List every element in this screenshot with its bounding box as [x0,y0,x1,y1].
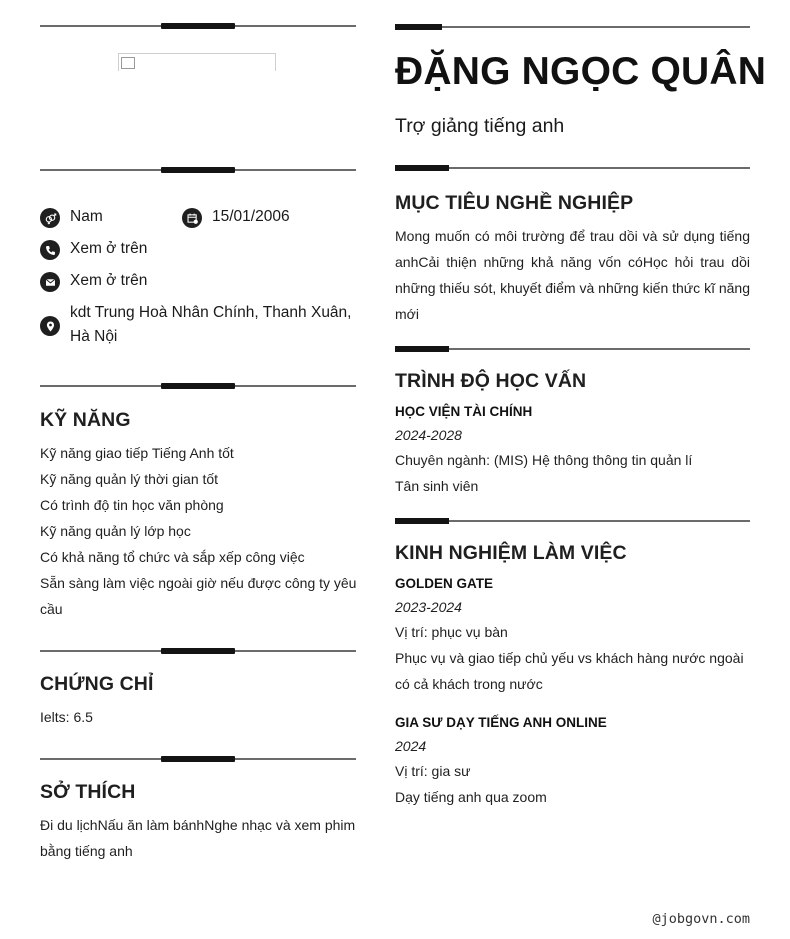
skill-item: Sẵn sàng làm việc ngoài giờ nếu được công ty yêu cầu [40,575,357,617]
divider [40,169,356,171]
gender-icon [40,208,60,228]
divider [40,650,356,652]
candidate-role: Trợ giảng tiếng anh [395,115,565,137]
candidate-name: ĐẶNG NGỌC QUÂN [395,50,767,93]
address-text: kdt Trung Hoà Nhân Chính, Thanh Xuân, Hà Nội [70,304,352,345]
job-position: Vị trí: phục vụ bàn [395,624,508,640]
education-title: TRÌNH ĐỘ HỌC VẤN [395,370,587,392]
email-text: Xem ở trên [70,272,148,289]
divider [395,167,750,169]
job-description: Dạy tiếng anh qua zoom [395,789,547,805]
footer-watermark: @jobgovn.com [652,911,750,927]
education-years: 2024-2028 [395,427,462,443]
education-note: Tân sinh viên [395,478,479,494]
company-name: GIA SƯ DẠY TIẾNG ANH ONLINE [395,715,607,730]
company-name: GOLDEN GATE [395,576,494,591]
skills-title: KỸ NĂNG [40,409,131,431]
divider [40,758,356,760]
education-major: Chuyên ngành: (MIS) Hệ thông thông tin quản lí [395,452,693,468]
skill-item: Kỹ năng quản lý thời gian tốt [40,471,219,487]
gender-text: Nam [70,208,103,225]
skill-item: Kỹ năng quản lý lớp học [40,523,191,539]
job-position: Vị trí: gia sư [395,763,471,779]
job-description: Phục vụ và giao tiếp chủ yếu vs khách hàng nước ngoài có cả khách trong nước [395,650,744,692]
certificates-title: CHỨNG CHỈ [40,673,154,695]
skill-item: Có trình độ tin học văn phòng [40,497,224,513]
birthdate-text: 15/01/2006 [212,208,290,225]
certificate-item: Ielts: 6.5 [40,709,93,725]
divider [395,26,750,28]
experience-title: KINH NGHIỆM LÀM VIỆC [395,542,627,564]
phone-icon [40,240,60,260]
hobbies-text: Đi du lịchNấu ăn làm bánhNghe nhạc và xem phim bằng tiếng anh [40,817,356,859]
hobbies-title: SỞ THÍCH [40,781,136,803]
profile-photo [118,53,276,71]
skill-item: Kỹ năng giao tiếp Tiếng Anh tốt [40,445,234,461]
job-years: 2024 [395,738,427,754]
objective-text: Mong muốn có môi trường để trau dồi và sử dụng tiếng anhCải thiện những khả năng vốn cóHọc hỏi trau dồi những thiếu sót, khuyết điểm và những kiến thức kĩ năng mới [395,228,750,322]
objective-title: MỤC TIÊU NGHỀ NGHIỆP [395,192,634,214]
divider [395,520,750,522]
divider [40,385,356,387]
location-icon [40,316,60,336]
mail-icon [40,272,60,292]
skill-item: Có khả năng tổ chức và sắp xếp công việc [40,549,305,565]
divider [395,348,750,350]
calendar-icon [182,208,202,228]
divider [40,25,356,27]
job-years: 2023-2024 [395,599,462,615]
school-name: HỌC VIỆN TÀI CHÍNH [395,404,533,419]
phone-text: Xem ở trên [70,240,148,257]
